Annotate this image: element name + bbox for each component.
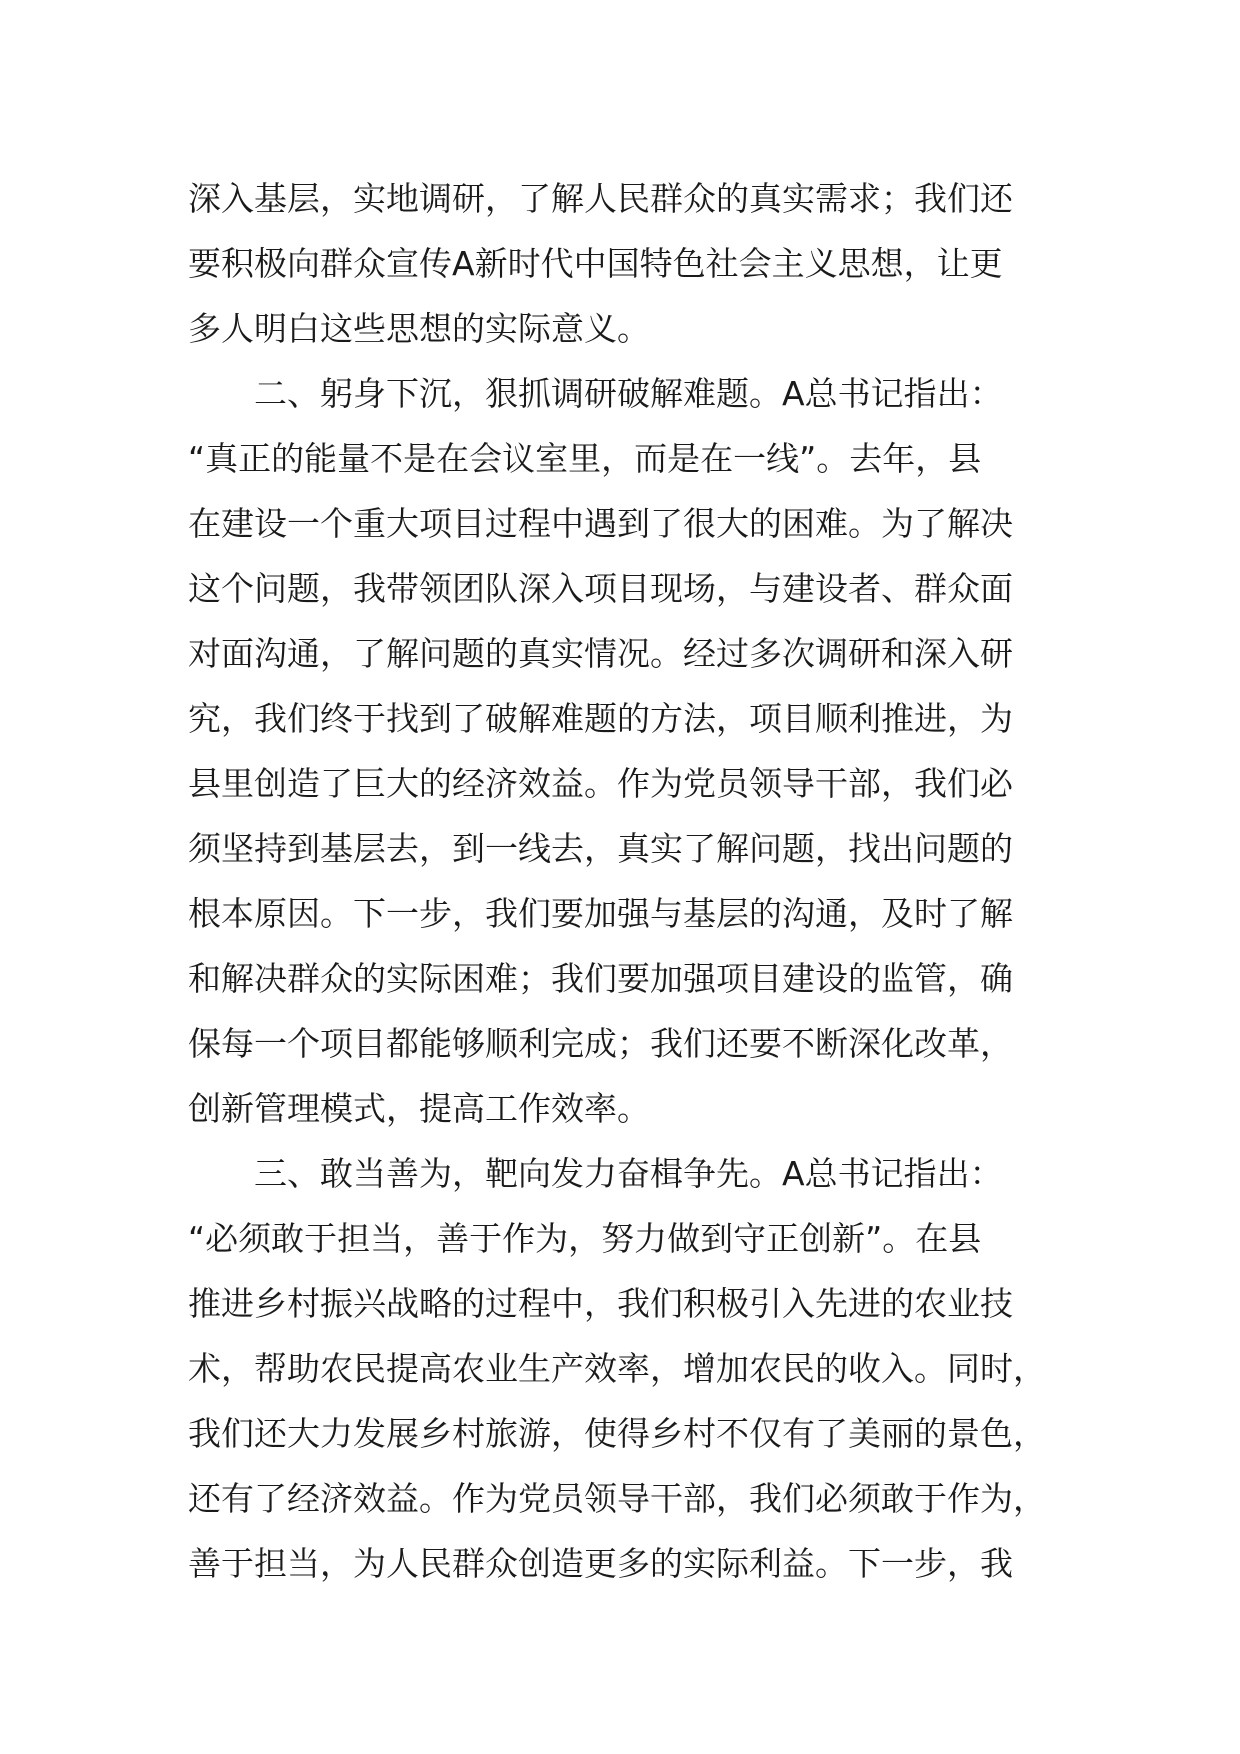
text-line: 术，帮助农民提高农业生产效率，增加农民的收入。同时， <box>188 1349 1046 1388</box>
text-line: 保每一个项目都能够顺利完成；我们还要不断深化改革， <box>188 1024 1013 1063</box>
text-line: “真正的能量不是在会议室里，而是在一线”。去年，县 <box>188 439 982 478</box>
text-line: 推进乡村振兴战略的过程中，我们积极引入先进的农业技 <box>188 1284 1013 1323</box>
text-line: 善于担当，为人民群众创造更多的实际利益。下一步，我 <box>188 1544 1013 1583</box>
text-line: 这个问题，我带领团队深入项目现场，与建设者、群众面 <box>188 569 1013 608</box>
section-heading-line: 三、敢当善为，靶向发力奋楫争先。A总书记指出： <box>188 1154 1003 1193</box>
text-line: 须坚持到基层去，到一线去，真实了解问题，找出问题的 <box>188 829 1013 868</box>
text-line: 我们还大力发展乡村旅游，使得乡村不仅有了美丽的景色， <box>188 1414 1046 1453</box>
text-line: 县里创造了巨大的经济效益。作为党员领导干部，我们必 <box>188 764 1013 803</box>
text-line: 根本原因。下一步，我们要加强与基层的沟通，及时了解 <box>188 894 1013 933</box>
text-line: “必须敢于担当，善于作为，努力做到守正创新”。在县 <box>188 1219 982 1258</box>
body-text <box>188 166 1068 1596</box>
text-line: 创新管理模式，提高工作效率。 <box>188 1089 650 1128</box>
text-line: 和解决群众的实际困难；我们要加强项目建设的监管，确 <box>188 959 1013 998</box>
text-line: 深入基层，实地调研，了解人民群众的真实需求；我们还 <box>188 179 1013 218</box>
text-line: 对面沟通，了解问题的真实情况。经过多次调研和深入研 <box>188 634 1013 673</box>
text-line: 究，我们终于找到了破解难题的方法，项目顺利推进，为 <box>188 699 1013 738</box>
section-heading-line: 二、躬身下沉，狠抓调研破解难题。A总书记指出： <box>188 374 1003 413</box>
text-line: 多人明白这些思想的实际意义。 <box>188 309 650 348</box>
text-line: 在建设一个重大项目过程中遇到了很大的困难。为了解决 <box>188 504 1013 543</box>
text-line: 还有了经济效益。作为党员领导干部，我们必须敢于作为， <box>188 1479 1046 1518</box>
text-line: 要积极向群众宣传A新时代中国特色社会主义思想，让更 <box>188 244 1003 283</box>
